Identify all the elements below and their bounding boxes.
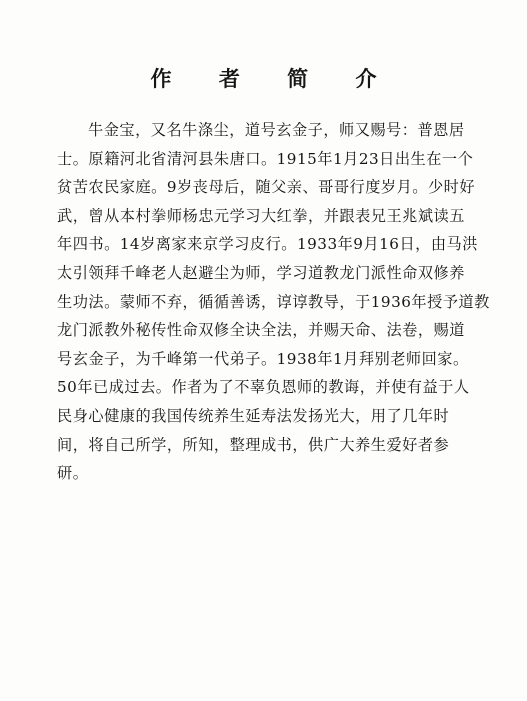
- text-line: 研。: [57, 464, 89, 483]
- text-line: 龙门派教外秘传性命双修全诀全法，并赐天命、法卷，赐道: [57, 321, 465, 340]
- text-line: 贫苦农民家庭。9岁丧母后，随父亲、哥哥行度岁月。少时好: [57, 178, 476, 197]
- text-line: 牛金宝，又名牛涤尘，道号玄金子，师又赐号：普恩居: [88, 121, 465, 139]
- text-line: 太引领拜千峰老人赵避尘为师，学习道教龙门派性命双修养: [57, 263, 465, 282]
- text-line: 民身心健康的我国传统养生延寿法发扬光大，用了几年时: [57, 406, 450, 425]
- author-bio-paragraph: [57, 116, 500, 488]
- text-line: 年四书。14岁离家来京学习皮行。1933年9月16日，由马洪: [57, 235, 478, 254]
- page-title: 作 者 简 介: [150, 66, 397, 91]
- text-line: 生功法。蒙师不弃，循循善诱，谆谆教导，于1936年授予道教: [57, 292, 490, 311]
- text-line: 号玄金子，为千峰第一代弟子。1938年1月拜别老师回家。: [57, 349, 469, 368]
- text-line: 士。原籍河北省清河县朱唐口。1915年1月23日出生在一个: [57, 149, 474, 168]
- text-line: 间，将自己所学，所知，整理成书，供广大养生爱好者参: [57, 435, 450, 454]
- text-line: 50年已成过去。作者为了不辜负恩师的教诲，并使有益于人: [57, 378, 470, 397]
- text-line: 武，曾从本村拳师杨忠元学习大红拳，并跟表兄王兆斌读五: [57, 206, 465, 225]
